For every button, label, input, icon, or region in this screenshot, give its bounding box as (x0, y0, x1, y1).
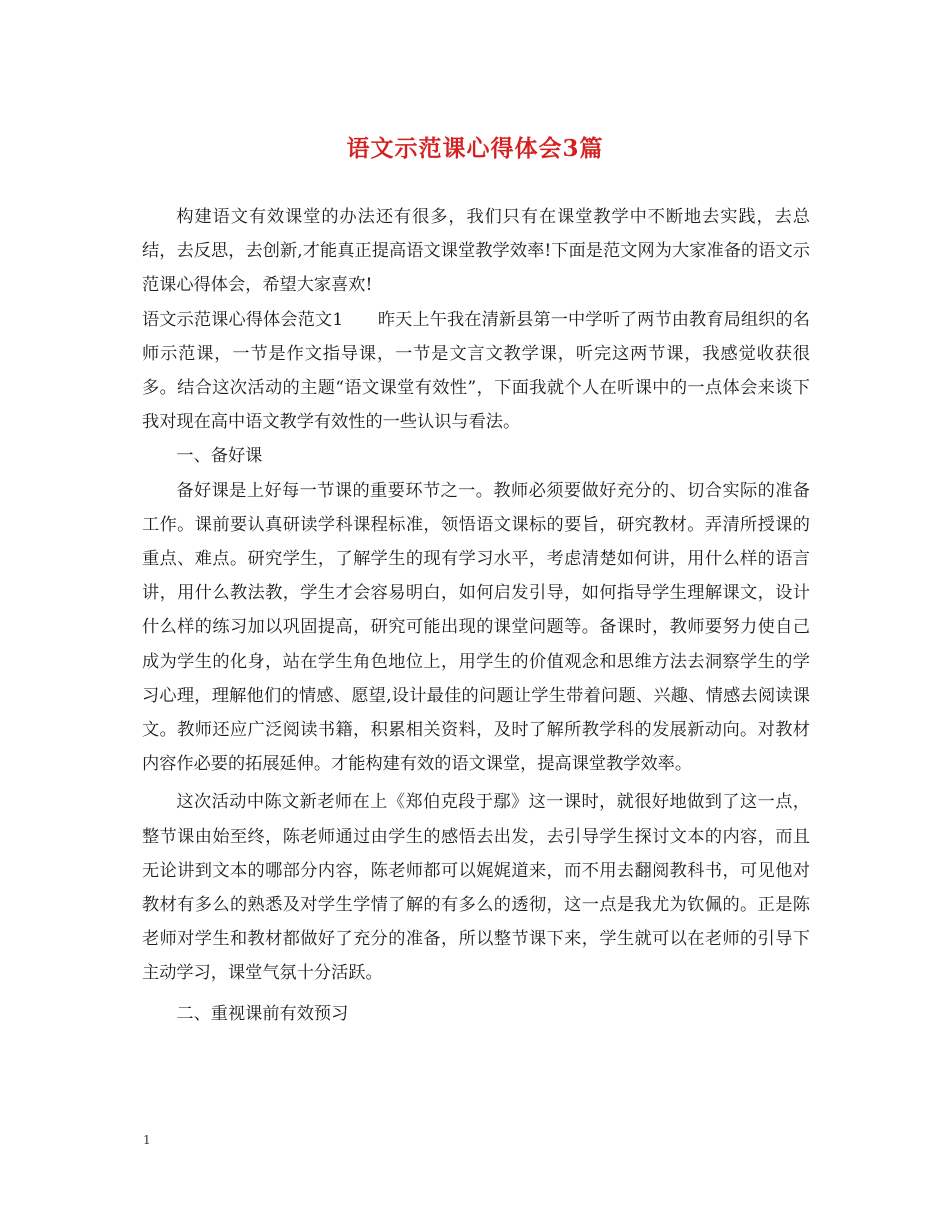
essay-one-opening-paragraph: 语文示范课心得体会范文1 昨天上午我在清新县第一中学听了两节由教育局组织的名师示范课，一节是作文指导课，一节是文言文教学课，听完这两节课，我感觉收获很多。结合这次活动的主题“语文课堂有效性”，下面我就个人在听课中的一点体会来谈下我对现在高中语文教学有效性的一些认识与看法。 (142, 309, 810, 433)
section-heading-two: 二、重视课前有效预习 (176, 1003, 349, 1024)
page-number: 1 (143, 1133, 151, 1147)
section-heading-one: 一、备好课 (176, 446, 263, 467)
lesson-preparation-paragraph: 备好课是上好每一节课的重要环节之一。教师必须要做好充分的、切合实际的准备工作。课前要认真研读学科课程标准，领悟语文课标的要旨，研究教材。弄清所授课的重点、难点。研究学生，了解学生的现有学习水平，考虑清楚如何讲，用什么样的语言讲，用什么教法教，学生才会容易明白，如何启发引导，如何指导学生理解课文，设计什么样的练习加以巩固提高，研究可能出现的课堂问题等。备课时，教师要努力使自己成为学生的化身，站在学生角色地位上，用学生的价值观念和思维方法去洞察学生的学习心理，理解他们的情感、愿望,设计最佳的问题让学生带着问题、兴趣、情感去阅读课文。教师还应广泛阅读书籍，积累相关资料，及时了解所教学科的发展新动向。对教材内容作必要的拓展延伸。才能构建有效的语文课堂，提高课堂教学效率。 (142, 480, 810, 775)
document-title: 语文示范课心得体会3篇 (346, 135, 604, 162)
document-body (142, 200, 810, 1031)
teacher-example-paragraph: 这次活动中陈文新老师在上《郑伯克段于鄢》这一课时，就很好地做到了这一点，整节课由始至终，陈老师通过由学生的感悟去出发，去引导学生探讨文本的内容，而且无论讲到文本的哪部分内容，陈老师都可以娓娓道来，而不用去翻阅教科书，可见他对教材有多么的熟悉及对学生学情了解的有多么的透彻，这一点是我尤为钦佩的。正是陈老师对学生和教材都做好了充分的准备，所以整节课下来，学生就可以在老师的引导下主动学习，课堂气氛十分活跃。 (142, 792, 810, 984)
intro-paragraph: 构建语文有效课堂的办法还有很多，我们只有在课堂教学中不断地去实践，去总结，去反思，去创新,才能真正提高语文课堂教学效率!下面是范文网为大家准备的语文示范课心得体会，希望大家喜欢! (142, 207, 810, 296)
